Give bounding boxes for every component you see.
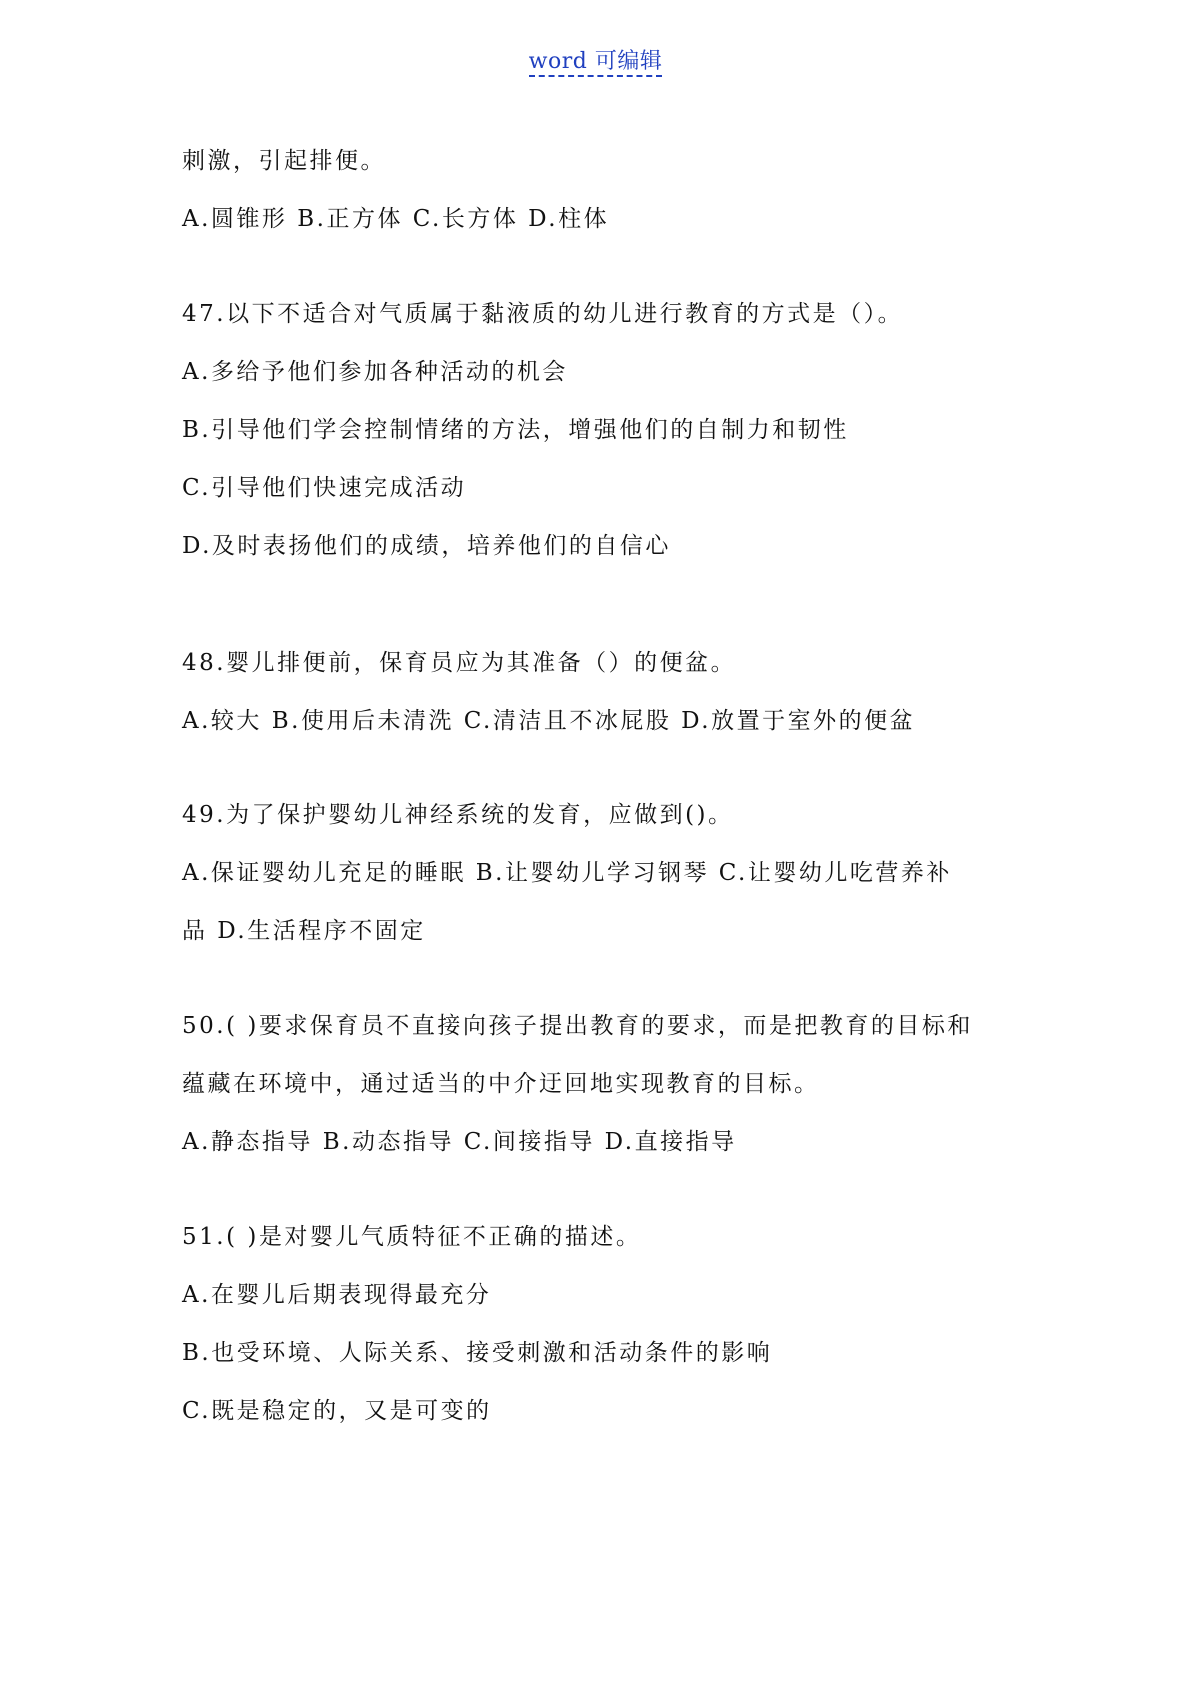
q51-question: 51.( )是对婴儿气质特征不正确的描述。 [182, 1224, 642, 1250]
q49-options: A.保证婴幼儿充足的睡眠 B.让婴幼儿学习钢琴 C.让婴幼儿吃营养补 [182, 860, 952, 886]
q48-question: 48.婴儿排便前，保育员应为其准备（）的便盆。 [182, 650, 737, 676]
header-link[interactable]: word 可编辑 [529, 49, 663, 77]
text-line: 刺激，引起排便。 [182, 148, 386, 174]
q47-option-a: A.多给予他们参加各种活动的机会 [182, 359, 568, 385]
q47-option-d: D.及时表扬他们的成绩，培养他们的自信心 [182, 533, 671, 559]
q50-question-cont: 蕴藏在环境中，通过适当的中介迂回地实现教育的目标。 [182, 1071, 820, 1097]
q49-question: 49.为了保护婴幼儿神经系统的发育，应做到()。 [182, 802, 734, 828]
q51-option-c: C.既是稳定的，又是可变的 [182, 1398, 492, 1424]
q48-options: A.较大 B.使用后未清洗 C.清洁且不冰屁股 D.放置于室外的便盆 [182, 708, 916, 734]
q50-question: 50.( )要求保育员不直接向孩子提出教育的要求，而是把教育的目标和 [182, 1013, 973, 1039]
q47-option-c: C.引导他们快速完成活动 [182, 475, 467, 501]
q46-options: A.圆锥形 B.正方体 C.长方体 D.柱体 [182, 206, 610, 232]
q51-option-b: B.也受环境、人际关系、接受刺激和活动条件的影响 [182, 1340, 773, 1366]
q51-option-a: A.在婴儿后期表现得最充分 [182, 1282, 492, 1308]
q47-question: 47.以下不适合对气质属于黏液质的幼儿进行教育的方式是（）。 [182, 301, 904, 327]
q47-option-b: B.引导他们学会控制情绪的方法，增强他们的自制力和韧性 [182, 417, 849, 443]
q50-options: A.静态指导 B.动态指导 C.间接指导 D.直接指导 [182, 1129, 737, 1155]
q49-options-cont: 品 D.生活程序不固定 [182, 918, 426, 944]
